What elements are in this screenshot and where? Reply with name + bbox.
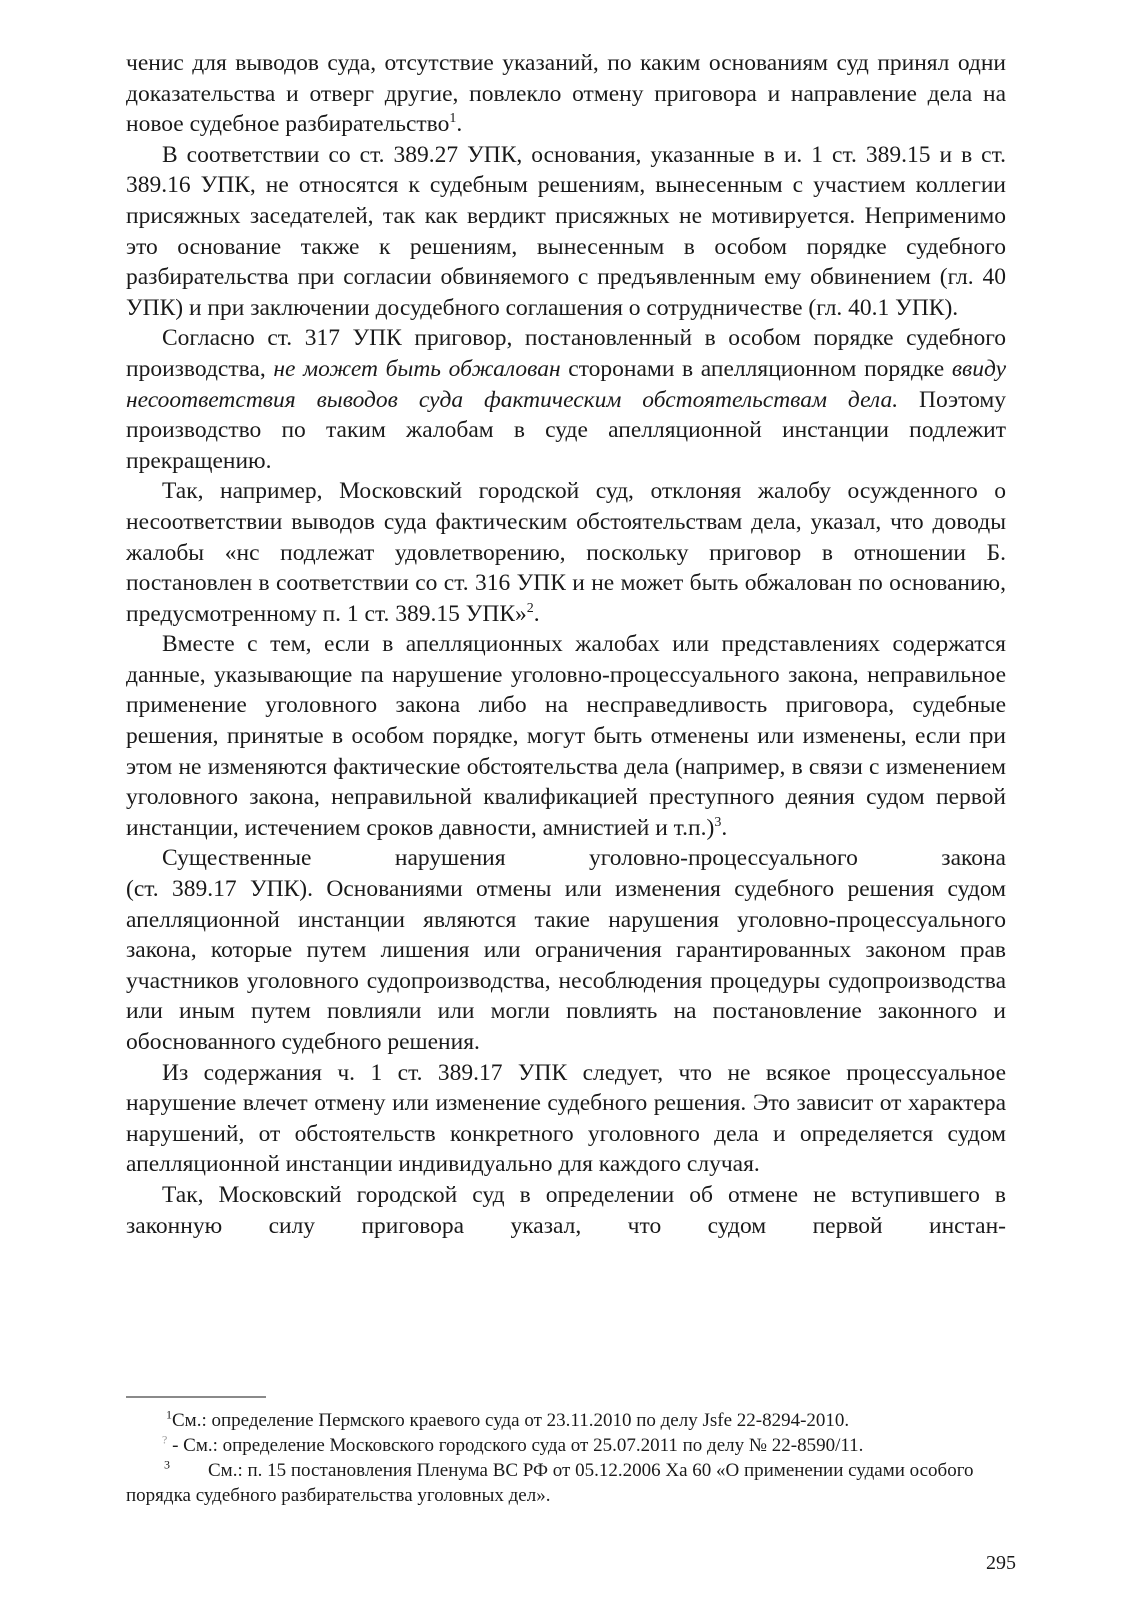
paragraph-text: Согласно ст. 317 УПК приговор, постановленный в особом порядке судебного производства,: [126, 325, 1006, 382]
italic-emphasis: не может быть обжалован: [273, 355, 561, 382]
body-text: [126, 48, 1006, 1241]
paragraph-6-first-line: [126, 843, 1006, 874]
paragraph-5: [126, 629, 1006, 843]
paragraph-text: Существенные нарушения уголовно-процессуального закона: [162, 845, 1006, 872]
paragraph-6: [126, 874, 1006, 1058]
footnotes: [126, 1408, 1016, 1508]
paragraph-end: .: [533, 600, 540, 627]
paragraph-text: Поэтому производство по таким жалобам в суде апелляционной инстанции подлежит прекращению.: [126, 386, 1006, 474]
italic-emphasis: ввиду несоответствия выводов суда фактическим обстоятельствам дела.: [126, 355, 1007, 413]
paragraph-2: [126, 140, 1006, 324]
footnote-ref[interactable]: 3: [714, 815, 722, 831]
paragraph-text: Так, например, Московский городской суд, отклоняя жалобу осужденного о несоответствии выводов суда фактическим обстоятельствам дела, указал, что доводы жалобы «нс подлежат удовлетворению, поскольку приговор в отношении Б. постановлен в соответствии со ст. 316 УПК и не может быть обжалован по основанию, предусмотренному п. 1 ст. 389.15 УПК»: [126, 478, 1006, 627]
paragraph-end: .: [456, 111, 463, 138]
paragraph-end: .: [721, 814, 728, 841]
page-number: 295: [986, 1552, 1016, 1574]
footnote-text: См.: п. 15 постановления Пленума ВС РФ от 05.12.2006 Ха 60 «О применении судами особого порядка судебного разбирательства уголовных дел».: [126, 1460, 974, 1506]
footnote-mark: 1: [166, 1407, 172, 1422]
footnote-2: [126, 1433, 1016, 1458]
footnote-mark: 3: [164, 1457, 170, 1472]
paragraph-3: [126, 323, 1006, 476]
footnote-text: - См.: определение Московского городского суда от 25.07.2011 по делу № 22-8590/11.: [172, 1435, 864, 1456]
footnote-1: [126, 1408, 1016, 1433]
paragraph-1: [126, 48, 1006, 140]
paragraph-text: ченис для выводов суда, отсутствие указаний, по каким основаниям суд принял одни доказательства и отверг другие, повлекло отмену приговора и направление дела на новое судебное разбирательство: [126, 50, 1006, 138]
paragraph-text: Так, Московский городской суд в определении об отмене не вступившего в законную силу приговора указал, что судом первой инстан-: [126, 1181, 1006, 1239]
paragraph-4: [126, 476, 1006, 629]
paragraph-text: В соответствии со ст. 389.27 УПК, основания, указанные в и. 1 ст. 389.15 и в ст. 389.16 УПК, не относятся к судебным решениям, вынесенным с участием коллегии присяжных заседателей, так как вердикт присяжных не мотивируется. Неприменимо это основание также к решениям, вынесенным в особом порядке судебного разбирательства при согласии обвиняемого с предъявленным ему обвинением (гл. 40 УПК) и при заключении досудебного соглашения о сотрудничестве (гл. 40.1 УПК).: [126, 141, 1006, 321]
footnote-3: [126, 1458, 1016, 1508]
footnote-text: См.: определение Пермского краевого суда от 23.11.2010 по делу Jsfe 22-8294-2010.: [172, 1410, 850, 1431]
footnote-ref[interactable]: 2: [526, 600, 534, 616]
footnote-ref[interactable]: 1: [449, 111, 457, 127]
footnote-mark: ?: [162, 1432, 168, 1447]
paragraph-text: Вместе с тем, если в апелляционных жалобах или представлениях содержатся данные, указывающие па нарушение уголовно-процессуального закона, неправильное применение уголовного закона либо на несправедливость приговора, судебные решения, принятые в особом порядке, могут быть отменены или изменены, если при этом не изменяются фактические обстоятельства дела (например, в связи с изменением уголовного закона, неправильной квалификацией преступного деяния судом первой инстанции, истечением сроков давности, амнистией и т.п.): [126, 631, 1006, 841]
paragraph-text: (ст. 389.17 УПК). Основаниями отмены или изменения судебного решения судом апелляционной инстанции являются такие нарушения уголовно-процессуального закона, которые путем лишения или ограничения гарантированных законом прав участников уголовного судопроизводства, несоблюдения процедуры судопроизводства или иным путем повлияли или могли повлиять на постановление законного и обоснованного судебного решения.: [126, 876, 1006, 1055]
paragraph-text: Из содержания ч. 1 ст. 389.17 УПК следует, что не всякое процессуальное нарушение влечет отмену или изменение судебного решения. Это зависит от характера нарушений, от обстоятельств конкретного уголовного дела и определяется судом апелляционной инстанции индивидуально для каждого случая.: [126, 1059, 1006, 1178]
footnote-divider: [126, 1396, 266, 1398]
paragraph-7: [126, 1058, 1006, 1180]
paragraph-text: сторонами в апелляционном порядке: [568, 355, 945, 382]
paragraph-8: [126, 1180, 1006, 1241]
